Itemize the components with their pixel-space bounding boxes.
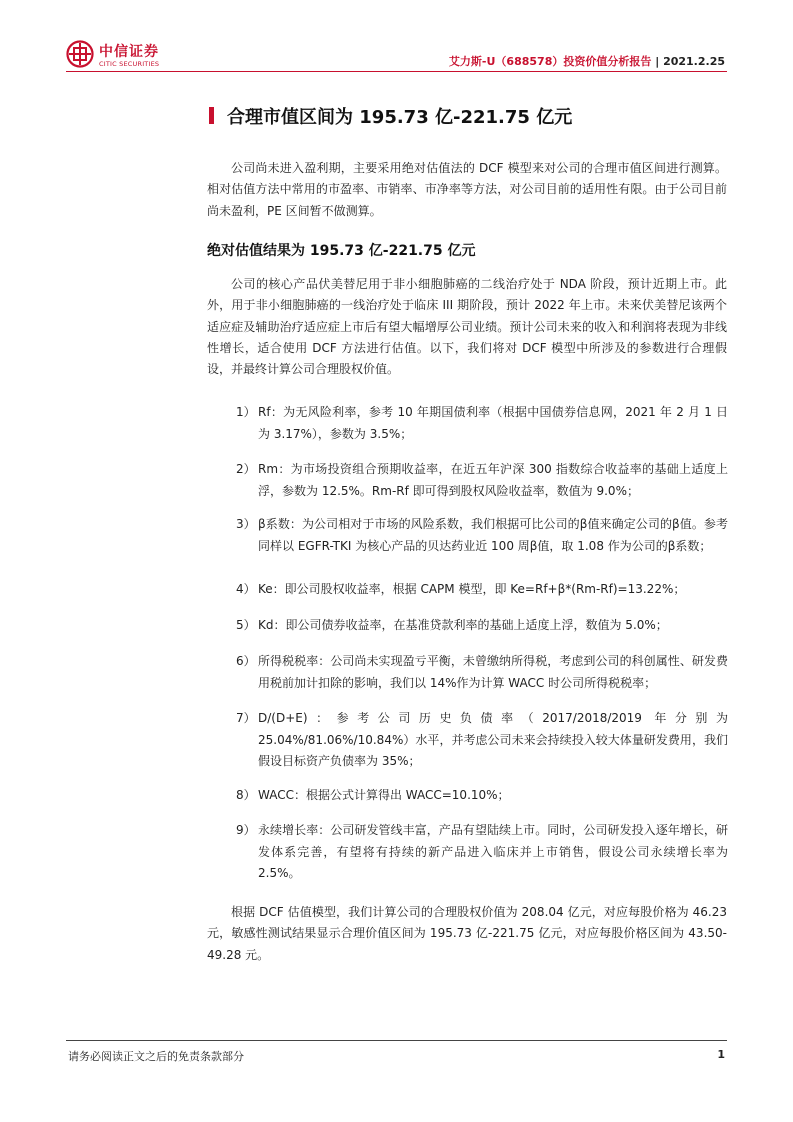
list-item — [236, 579, 728, 601]
report-header — [449, 53, 725, 69]
report-title: 艾力斯-U（688578）投资价值分析报告 — [448, 55, 652, 68]
disclaimer-note: 请务必阅读正文之后的免责条款部分 — [68, 1050, 244, 1063]
intro-paragraph: 公司尚未进入盈利期，主要采用绝对估值法的 DCF 模型来对公司的合理市值区间进行测算。相对估值方法中常用的市盈率、市销率、市净率等方法，对公司目前的适用性有限。由于公司目前尚未盈利，PE 区间暂不做测算。 — [207, 161, 727, 218]
list-item — [236, 651, 728, 694]
list-item — [236, 514, 728, 557]
list-item — [236, 708, 728, 773]
list-item-text: Rf：为无风险利率，参考 10 年期国债利率（根据中国债券信息网，2021 年 2 月 1 日为 3.17%），参数为 3.5%； — [258, 405, 728, 441]
list-item-number: 4） — [236, 582, 256, 596]
list-item — [236, 615, 728, 637]
list-item-number: 2） — [236, 462, 256, 476]
list-item-text: 所得税税率：公司尚未实现盈亏平衡，未曾缴纳所得税，考虑到公司的科创属性、研发费用税前加计扣除的影响，我们以 14%作为计算 WACC 时公司所得税税率； — [258, 654, 728, 690]
citic-logo-mark-icon — [66, 40, 94, 68]
list-item-number: 5） — [236, 618, 256, 632]
subheading: 绝对估值结果为 195.73 亿-221.75 亿元 — [207, 243, 476, 259]
list-item-text: Kd：即公司债券收益率，在基准贷款利率的基础上适度上浮，数值为 5.0%； — [258, 618, 668, 632]
header-separator: | — [655, 55, 660, 68]
list-item — [236, 402, 728, 445]
list-item-text: WACC：根据公式计算得出 WACC=10.10%； — [258, 788, 510, 802]
list-item-text: β系数：为公司相对于市场的风险系数，我们根据可比公司的β值来确定公司的β值。参考同样以 EGFR-TKI 为核心产品的贝达药业近 100 周β值，取 1.08 作为公司的β系数； — [258, 517, 728, 553]
list-item-number: 3） — [236, 517, 256, 531]
report-date: 2021.2.25 — [663, 55, 725, 68]
footer-divider — [66, 1040, 727, 1041]
list-item-text: D/(D+E)：参考公司历史负债率（2017/2018/2019 年分别为 25.04%/81.06%/10.84%）水平，并考虑公司未来会持续投入较大体量研发费用，我们假设目标资产负债率为 35%； — [258, 711, 728, 768]
page-number: 1 — [717, 1048, 725, 1061]
list-item-number: 1） — [236, 405, 256, 419]
header-divider — [66, 71, 727, 72]
logo-english-name: CITIC SECURITIES — [99, 60, 160, 68]
citic-logo — [66, 38, 186, 72]
list-item — [236, 459, 728, 502]
list-item — [236, 820, 728, 885]
list-item-text: 永续增长率：公司研发管线丰富，产品有望陆续上市。同时，公司研发投入逐年增长，研发体系完善，有望将有持续的新产品进入临床并上市销售，假设公司永续增长率为 2.5%。 — [258, 823, 728, 880]
list-item — [236, 785, 728, 807]
list-item-text: Rm：为市场投资组合预期收益率，在近五年沪深 300 指数综合收益率的基础上适度上浮，参数为 12.5%。Rm-Rf 即可得到股权风险收益率，数值为 9.0%； — [258, 462, 728, 498]
list-item-text: Ke：即公司股权收益率，根据 CAPM 模型，即 Ke=Rf+β*(Rm-Rf)=13.22%； — [258, 582, 686, 596]
list-item-number: 6） — [236, 654, 256, 668]
logo-chinese-name: 中信证券 — [99, 44, 159, 60]
body-paragraph: 公司的核心产品伏美替尼用于非小细胞肺癌的二线治疗处于 NDA 阶段，预计近期上市。此外，用于非小细胞肺癌的一线治疗处于临床 III 期阶段，预计 2022 年上市。未来伏美替尼该两个适应症及辅助治疗适应症上市后有望大幅增厚公司业绩。预计公司未来的收入和利润将表现为非线性增长，适合使用 DCF 方法进行估值。以下，我们将对 DCF 模型中所涉及的参数进行合理假设，并最终计算公司合理股权价值。 — [207, 277, 727, 377]
section-title-marker — [209, 107, 214, 124]
list-item-number: 8） — [236, 788, 256, 802]
list-item-number: 7） — [236, 711, 256, 725]
conclusion-paragraph: 根据 DCF 估值模型，我们计算公司的合理股权价值为 208.04 亿元，对应每股价格为 46.23 元，敏感性测试结果显示合理价值区间为 195.73 亿-221.75 亿元，对应每股价格区间为 43.50-49.28 元。 — [207, 905, 727, 962]
section-title: 合理市值区间为 195.73 亿-221.75 亿元 — [227, 107, 573, 128]
list-item-number: 9） — [236, 823, 256, 837]
